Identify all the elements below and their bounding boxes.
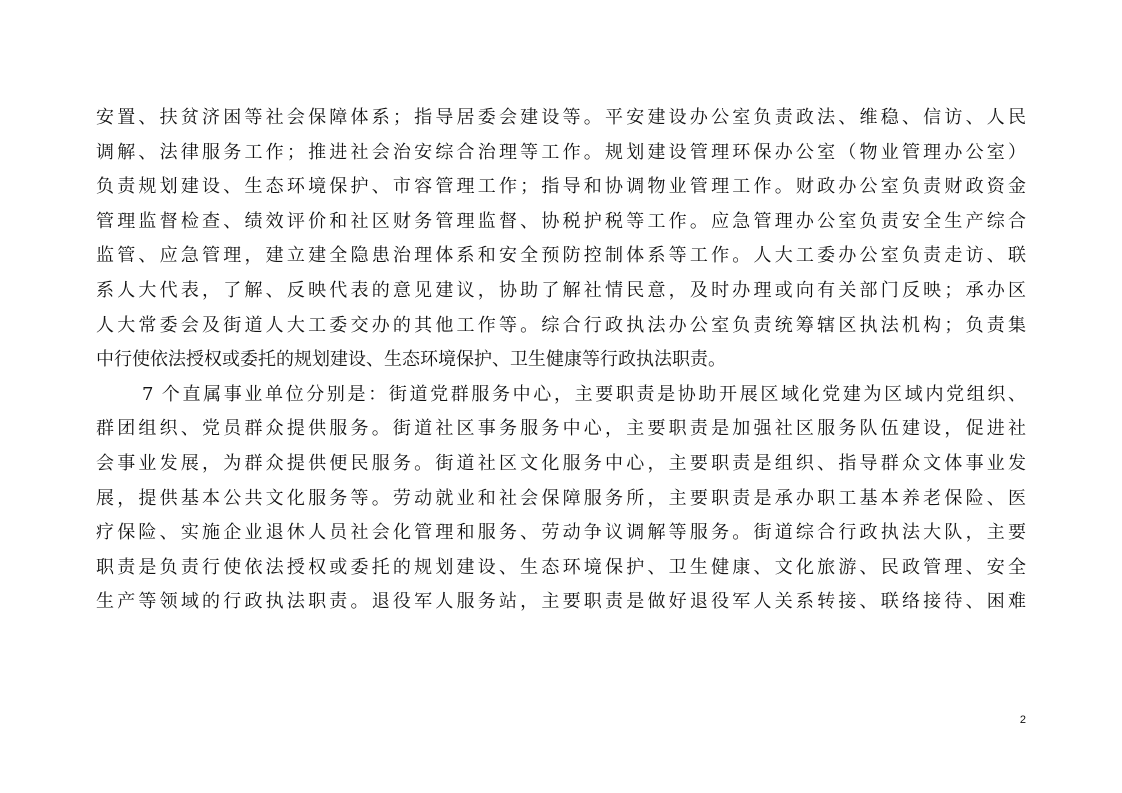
text-line: 群团组织、党员群众提供服务。街道社区事务服务中心，主要职责是加强社区服务队伍建设，促进社 (96, 418, 1026, 440)
text-line: 7 个直属事业单位分别是：街道党群服务中心，主要职责是协助开展区域化党建为区域内党组织、 (142, 383, 1026, 405)
text-line: 会事业发展，为群众提供便民服务。街道社区文化服务中心，主要职责是组织、指导群众文体事业发 (96, 452, 1026, 474)
paragraph-1 (96, 101, 1026, 378)
text-line: 疗保险、实施企业退休人员社会化管理和服务、劳动争议调解等服务。街道综合行政执法大队，主要 (96, 522, 1026, 544)
text-line: 调解、法律服务工作；推进社会治安综合治理等工作。规划建设管理环保办公室（物业管理办公室） (96, 141, 1026, 163)
text-line: 安置、扶贫济困等社会保障体系；指导居委会建设等。平安建设办公室负责政法、维稳、信访、人民 (96, 107, 1026, 128)
page-number: 2 (1019, 714, 1026, 726)
body-text (96, 101, 1026, 620)
text-line: 中行使依法授权或委托的规划建设、生态环境保护、卫生健康等行政执法职责。 (96, 349, 726, 371)
text-line: 监管、应急管理，建立建全隐患治理体系和安全预防控制体系等工作。人大工委办公室负责走访、联 (96, 245, 1026, 267)
text-line: 管理监督检查、绩效评价和社区财务管理监督、协税护税等工作。应急管理办公室负责安全生产综合 (96, 210, 1026, 232)
text-line: 负责规划建设、生态环境保护、市容管理工作；指导和协调物业管理工作。财政办公室负责财政资金 (96, 176, 1026, 198)
text-line: 生产等领域的行政执法职责。退役军人服务站，主要职责是做好退役军人关系转接、联络接待、困难 (96, 591, 1026, 613)
text-line: 职责是负责行使依法授权或委托的规划建设、生态环境保护、卫生健康、文化旅游、民政管理、安全 (96, 556, 1026, 578)
text-line: 展，提供基本公共文化服务等。劳动就业和社会保障服务所，主要职责是承办职工基本养老保险、医 (96, 487, 1026, 509)
text-line: 人大常委会及街道人大工委交办的其他工作等。综合行政执法办公室负责统筹辖区执法机构；负责集 (96, 314, 1026, 336)
text-line: 系人大代表，了解、反映代表的意见建议，协助了解社情民意，及时办理或向有关部门反映；承办区 (96, 279, 1026, 301)
paragraph-2 (96, 378, 1026, 620)
